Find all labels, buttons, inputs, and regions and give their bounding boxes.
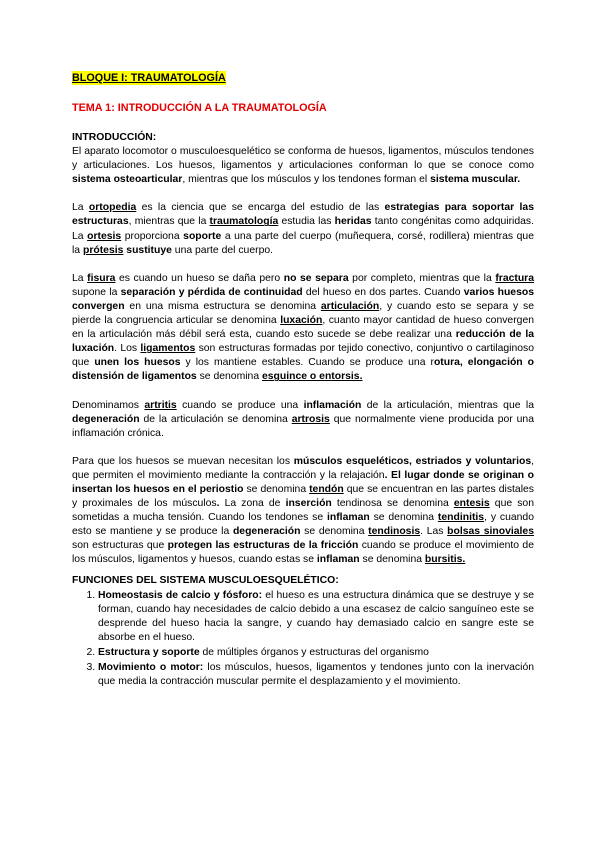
emphasis: soporte	[183, 230, 222, 242]
term-articulacion: articulación	[320, 300, 380, 312]
emphasis: protegen las estructuras de la fricción	[167, 540, 359, 552]
emphasis: músculos esqueléticos, estriados y voluntarios	[293, 455, 532, 467]
theme-title: TEMA 1: INTRODUCCIÓN A LA TRAUMATOLOGÍA	[72, 102, 327, 114]
emphasis: degeneración	[72, 413, 140, 425]
term-esguince: esguince o entorsis.	[262, 371, 363, 383]
text: La	[72, 202, 89, 214]
list-item	[98, 661, 534, 689]
term-bolsas-sinoviales: bolsas sinoviales	[447, 526, 534, 538]
emphasis: varios huesos convergen	[72, 286, 534, 312]
text: cuando se produce una	[176, 399, 304, 411]
emphasis: degeneración	[232, 526, 301, 538]
paragraph-ortopedia	[72, 201, 534, 257]
text: , cuanto mayor cantidad de hueso convergen en la articulación más débil será esta, cuando esto sucede se debe realizar una	[72, 315, 534, 341]
text: se denomina	[369, 512, 438, 524]
emphasis: reducción de la luxación	[72, 329, 534, 355]
text: . Los	[114, 343, 141, 355]
emphasis: . El lugar donde se originan o insertan los huesos en el periostio	[72, 469, 534, 495]
text: . Las	[420, 526, 448, 538]
text: en una misma estructura se denomina	[124, 300, 321, 312]
term-bursitis: bursitis.	[424, 554, 466, 566]
paragraph-fisura	[72, 272, 534, 385]
paragraph-musculos	[72, 455, 534, 568]
text: Para que los huesos se muevan necesitan los	[72, 455, 294, 467]
text: , y cuando esto se separa y se pierde la congruencia articular se denomina	[72, 300, 534, 327]
funciones-list	[72, 589, 534, 690]
term-tendon: tendón	[309, 483, 344, 495]
emphasis: inflaman	[326, 512, 370, 524]
emphasis: no se separa	[283, 272, 349, 284]
list-item	[98, 646, 534, 660]
text: tanto congénitas como adquiridas. La	[72, 216, 534, 242]
term-sistema-osteoarticular: sistema osteoarticular	[72, 174, 183, 186]
text: se denomina	[359, 554, 425, 566]
term-tendinosis: tendinosis	[368, 526, 421, 538]
funciones-heading: FUNCIONES DEL SISTEMA MUSCULOESQUELÉTICO:	[72, 574, 339, 586]
term-artrosis: artrosis	[291, 413, 330, 425]
text: se denomina	[243, 483, 310, 495]
text: , mientras que la	[128, 216, 210, 228]
text: , mientras que los músculos y los tendones forman el	[182, 174, 431, 186]
text: tendinosa se denomina	[331, 498, 454, 510]
text: , y cuando esto se mantiene y se produce la	[72, 512, 534, 538]
emphasis: estrategias para soportar las estructuras	[72, 202, 534, 228]
text: y los mantiene estables. Cuando se produce una r	[180, 357, 434, 369]
text: de la articulación se denomina	[139, 413, 292, 425]
text: son estructuras que	[72, 540, 168, 552]
emphasis: inserción	[285, 498, 332, 510]
term-fisura: fisura	[87, 272, 116, 284]
term-entesis: entesis	[453, 498, 490, 510]
text: La	[72, 272, 88, 284]
block-title: BLOQUE I: TRAUMATOLOGÍA	[72, 72, 226, 84]
emphasis: .	[216, 498, 220, 510]
term-tendinitis: tendinitis	[437, 512, 485, 524]
paragraph-intro	[72, 145, 534, 187]
text: estudia las	[278, 216, 335, 228]
emphasis: otura, elongación o distensión de ligamentos	[72, 357, 534, 383]
text: El aparato locomotor o musculoesquelético se conforma de huesos, ligamentos, músculos tendones y articulaciones. Los huesos, ligamentos y articulaciones conforman lo que se conoce como	[72, 146, 534, 172]
text: es la ciencia que se encarga del estudio de las	[136, 202, 385, 214]
term-sistema-muscular: sistema muscular.	[430, 174, 521, 186]
text: cuando se produce el movimiento de los músculos, ligamentos y huesos, cuando estas se	[72, 540, 534, 566]
emphasis: inflamación	[303, 399, 362, 411]
list-item-title: Estructura y soporte	[98, 647, 200, 658]
text: , que permiten el movimiento mediante la contracción y la relajación	[72, 455, 534, 481]
list-item	[98, 589, 534, 645]
text: es cuando un hueso se daña pero	[115, 272, 284, 284]
term-ligamentos: ligamentos	[140, 343, 196, 355]
text: supone la	[72, 286, 121, 298]
paragraph-artritis	[72, 399, 534, 441]
text: Denominamos	[72, 399, 145, 411]
emphasis: sustituye	[126, 244, 172, 256]
text: son estructuras formadas por tejido conectivo, conjuntivo o cartilaginoso que	[72, 343, 534, 369]
document-body	[72, 131, 534, 690]
term-protesis: prótesis	[82, 244, 124, 256]
emphasis: inflaman	[316, 554, 360, 566]
text: que son sometidas a mucha tensión. Cuando los tendones se	[72, 498, 534, 524]
list-item-title: Homeostasis de calcio y fósforo:	[98, 589, 263, 601]
term-traumatologia: traumatología	[209, 216, 279, 228]
text: una parte del cuerpo.	[171, 244, 274, 256]
text: se denomina	[300, 526, 369, 538]
text: proporciona	[121, 230, 184, 242]
text: de la articulación, mientras que la	[361, 399, 534, 411]
term-ortopedia: ortopedia	[88, 202, 137, 214]
text: se denomina	[196, 371, 262, 383]
term-luxacion: luxación	[280, 315, 323, 327]
term-fractura: fractura	[495, 272, 535, 284]
text: del hueso en dos partes. Cuando	[302, 286, 464, 298]
emphasis: heridas	[334, 216, 372, 228]
list-item-text: los músculos, huesos, ligamentos y tendones junto con la inervación que media la contracción muscular permite el desplazamiento y el movimiento.	[98, 662, 534, 688]
text: que se encuentran en las partes distales y proximales de los músculos	[72, 483, 534, 510]
emphasis: unen los huesos	[94, 357, 181, 369]
list-item-title: Movimiento o motor:	[98, 662, 204, 674]
list-item-text: el hueso es una estructura dinámica que se destruye y se forman, cuando hay necesidades de calcio debido a una escasez de calcio sanguíneo este se desprende del hueso hacia la sangre, y cuando hay demasiado calcio en sangre este se absorbe en el hueso.	[98, 589, 534, 643]
text: por completo, mientras que la	[348, 272, 496, 284]
term-artritis: artritis	[144, 399, 177, 411]
text: a una parte del cuerpo (muñequera, corsé, rodillera) mientras que la	[72, 230, 534, 256]
intro-heading: INTRODUCCIÓN:	[72, 132, 157, 143]
list-item-text: de múltiples órganos y estructuras del organismo	[199, 647, 429, 658]
term-ortesis: ortesis	[87, 230, 122, 242]
text: que normalmente viene producida por una inflamación crónica.	[72, 413, 534, 439]
emphasis: separación y pérdida de continuidad	[120, 286, 303, 298]
text: La zona de	[219, 498, 286, 510]
